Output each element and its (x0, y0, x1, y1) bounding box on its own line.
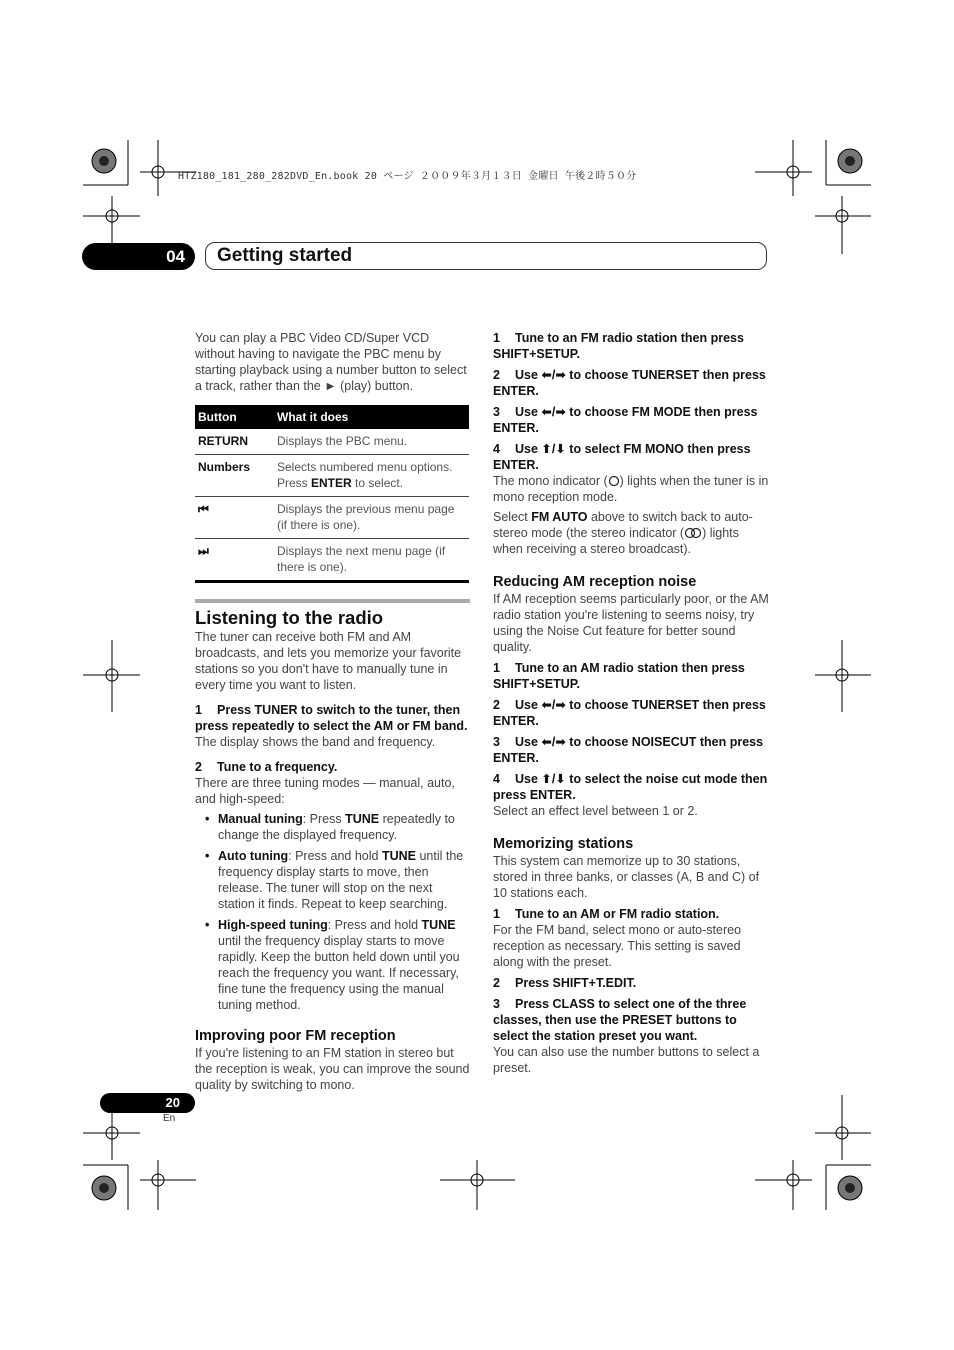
previous-icon: ⏮ (195, 497, 274, 539)
radio-step-2-note: There are three tuning modes — manual, auto, and high-speed: (195, 776, 455, 806)
table-row (195, 429, 469, 455)
am-noise-text: If AM reception seems particularly poor, or the AM radio station you're listening to seems noisy, try using the Noise Cut feature for better sound quality. (493, 592, 769, 654)
table-row (195, 497, 469, 539)
mem-step-3: 3 Press CLASS to select one of the three classes, then use the PRESET buttons to select the station preset you want. (493, 997, 747, 1043)
page-language: En (163, 1113, 176, 1124)
radio-intro: The tuner can receive both FM and AM broadcasts, and lets you memorize your favorite stations so you don't have to manually tune in every time you want to listen. (195, 630, 462, 692)
table-desc: Displays the next menu page (if there is one). (274, 539, 469, 582)
am-step-4-note: Select an effect level between 1 or 2. (493, 804, 698, 818)
mem-step-1: 1 Tune to an AM or FM radio station. (493, 907, 720, 921)
left-column (195, 330, 470, 1093)
memorizing-heading: Memorizing stations (493, 836, 634, 852)
table-col-button: Button (195, 405, 274, 429)
table-desc: Selects numbered menu options. Press ENTER to select. (274, 455, 469, 497)
chapter-number: 04 (82, 243, 195, 270)
fm-step-4: 4 Use ⬆/⬇ to select FM MONO then press ENTER. (493, 442, 751, 472)
memorizing-text: This system can memorize up to 30 stations, stored in three banks, or classes (A, B and C) of 10 stations each. (493, 854, 760, 900)
radio-step-1: 1 Press TUNER to switch to the tuner, then press repeatedly to select the AM or FM band. (195, 703, 468, 733)
table-key: Numbers (195, 455, 274, 497)
stereo-indicator-icon (684, 527, 702, 539)
am-step-4: 4 Use ⬆/⬇ to select the noise cut mode then press ENTER. (493, 772, 768, 802)
mem-step-2: 2 Press SHIFT+T.EDIT. (493, 976, 637, 990)
mono-indicator-note: The mono indicator ( ) lights when the tuner is in mono reception mode. (493, 474, 769, 504)
next-icon: ⏭ (195, 539, 274, 582)
page-number: 20 (100, 1093, 195, 1113)
am-step-3: 3 Use ⬅/➡ to choose NOISECUT then press ENTER. (493, 735, 764, 765)
am-noise-heading: Reducing AM reception noise (493, 574, 697, 590)
mem-step-3-note: You can also use the number buttons to select a preset. (493, 1045, 760, 1075)
fm-reception-heading: Improving poor FM reception (195, 1028, 396, 1044)
table-desc: Displays the PBC menu. (274, 429, 469, 455)
chapter-title: Getting started (205, 242, 767, 270)
pbc-button-table (195, 405, 469, 583)
fm-step-2: 2 Use ⬅/➡ to choose TUNERSET then press ENTER. (493, 368, 766, 398)
table-row (195, 455, 469, 497)
table-desc: Displays the previous menu page (if there is one). (274, 497, 469, 539)
book-file-line: HTZ180_181_280_282DVD_En.book 20 ページ ２００９年３月１３日 金曜日 午後２時５０分 (178, 171, 637, 182)
mem-step-1-note: For the FM band, select mono or auto-stereo reception as necessary. This setting is saved along with the preset. (493, 923, 742, 969)
table-row (195, 539, 469, 582)
right-column (493, 330, 769, 1076)
table-key: RETURN (195, 429, 274, 455)
mono-indicator-icon (608, 475, 620, 487)
am-step-1: 1 Tune to an AM radio station then press SHIFT+SETUP. (493, 661, 745, 691)
radio-heading: Listening to the radio (195, 607, 384, 628)
tuning-bullet-auto: • Auto tuning: Press and hold TUNE until the frequency display starts to move, then release. The tuner will stop on the next station it finds. Repeat to keep searching. (195, 848, 470, 912)
tuning-bullet-highspeed: • High-speed tuning: Press and hold TUNE until the frequency display starts to move rapidly. Keep the button held down until you reach the frequency you want. If necessary, fine tune the frequency using the manual tuning method. (195, 917, 470, 1013)
fm-reception-text: If you're listening to an FM station in stereo but the reception is weak, you can improve the sound quality by switching to mono. (195, 1046, 470, 1092)
fm-step-3: 3 Use ⬅/➡ to choose FM MODE then press ENTER. (493, 405, 758, 435)
fm-step-1: 1 Tune to an FM radio station then press SHIFT+SETUP. (493, 331, 744, 361)
fm-auto-note: Select FM AUTO above to switch back to auto-stereo mode (the stereo indicator ( ) lights when receiving a stereo broadcast). (493, 510, 753, 556)
am-step-2: 2 Use ⬅/➡ to choose TUNERSET then press ENTER. (493, 698, 766, 728)
table-header (195, 405, 469, 429)
table-col-what: What it does (274, 405, 469, 429)
tuning-bullet-manual: • Manual tuning: Press TUNE repeatedly to change the displayed frequency. (195, 811, 470, 843)
radio-step-1-note: The display shows the band and frequency. (195, 735, 436, 749)
pbc-intro: You can play a PBC Video CD/Super VCD without having to navigate the PBC menu by starting playback using a number button to select a track, rather than the ► (play) button. (195, 331, 467, 393)
radio-step-2: 2 Tune to a frequency. (195, 760, 338, 774)
